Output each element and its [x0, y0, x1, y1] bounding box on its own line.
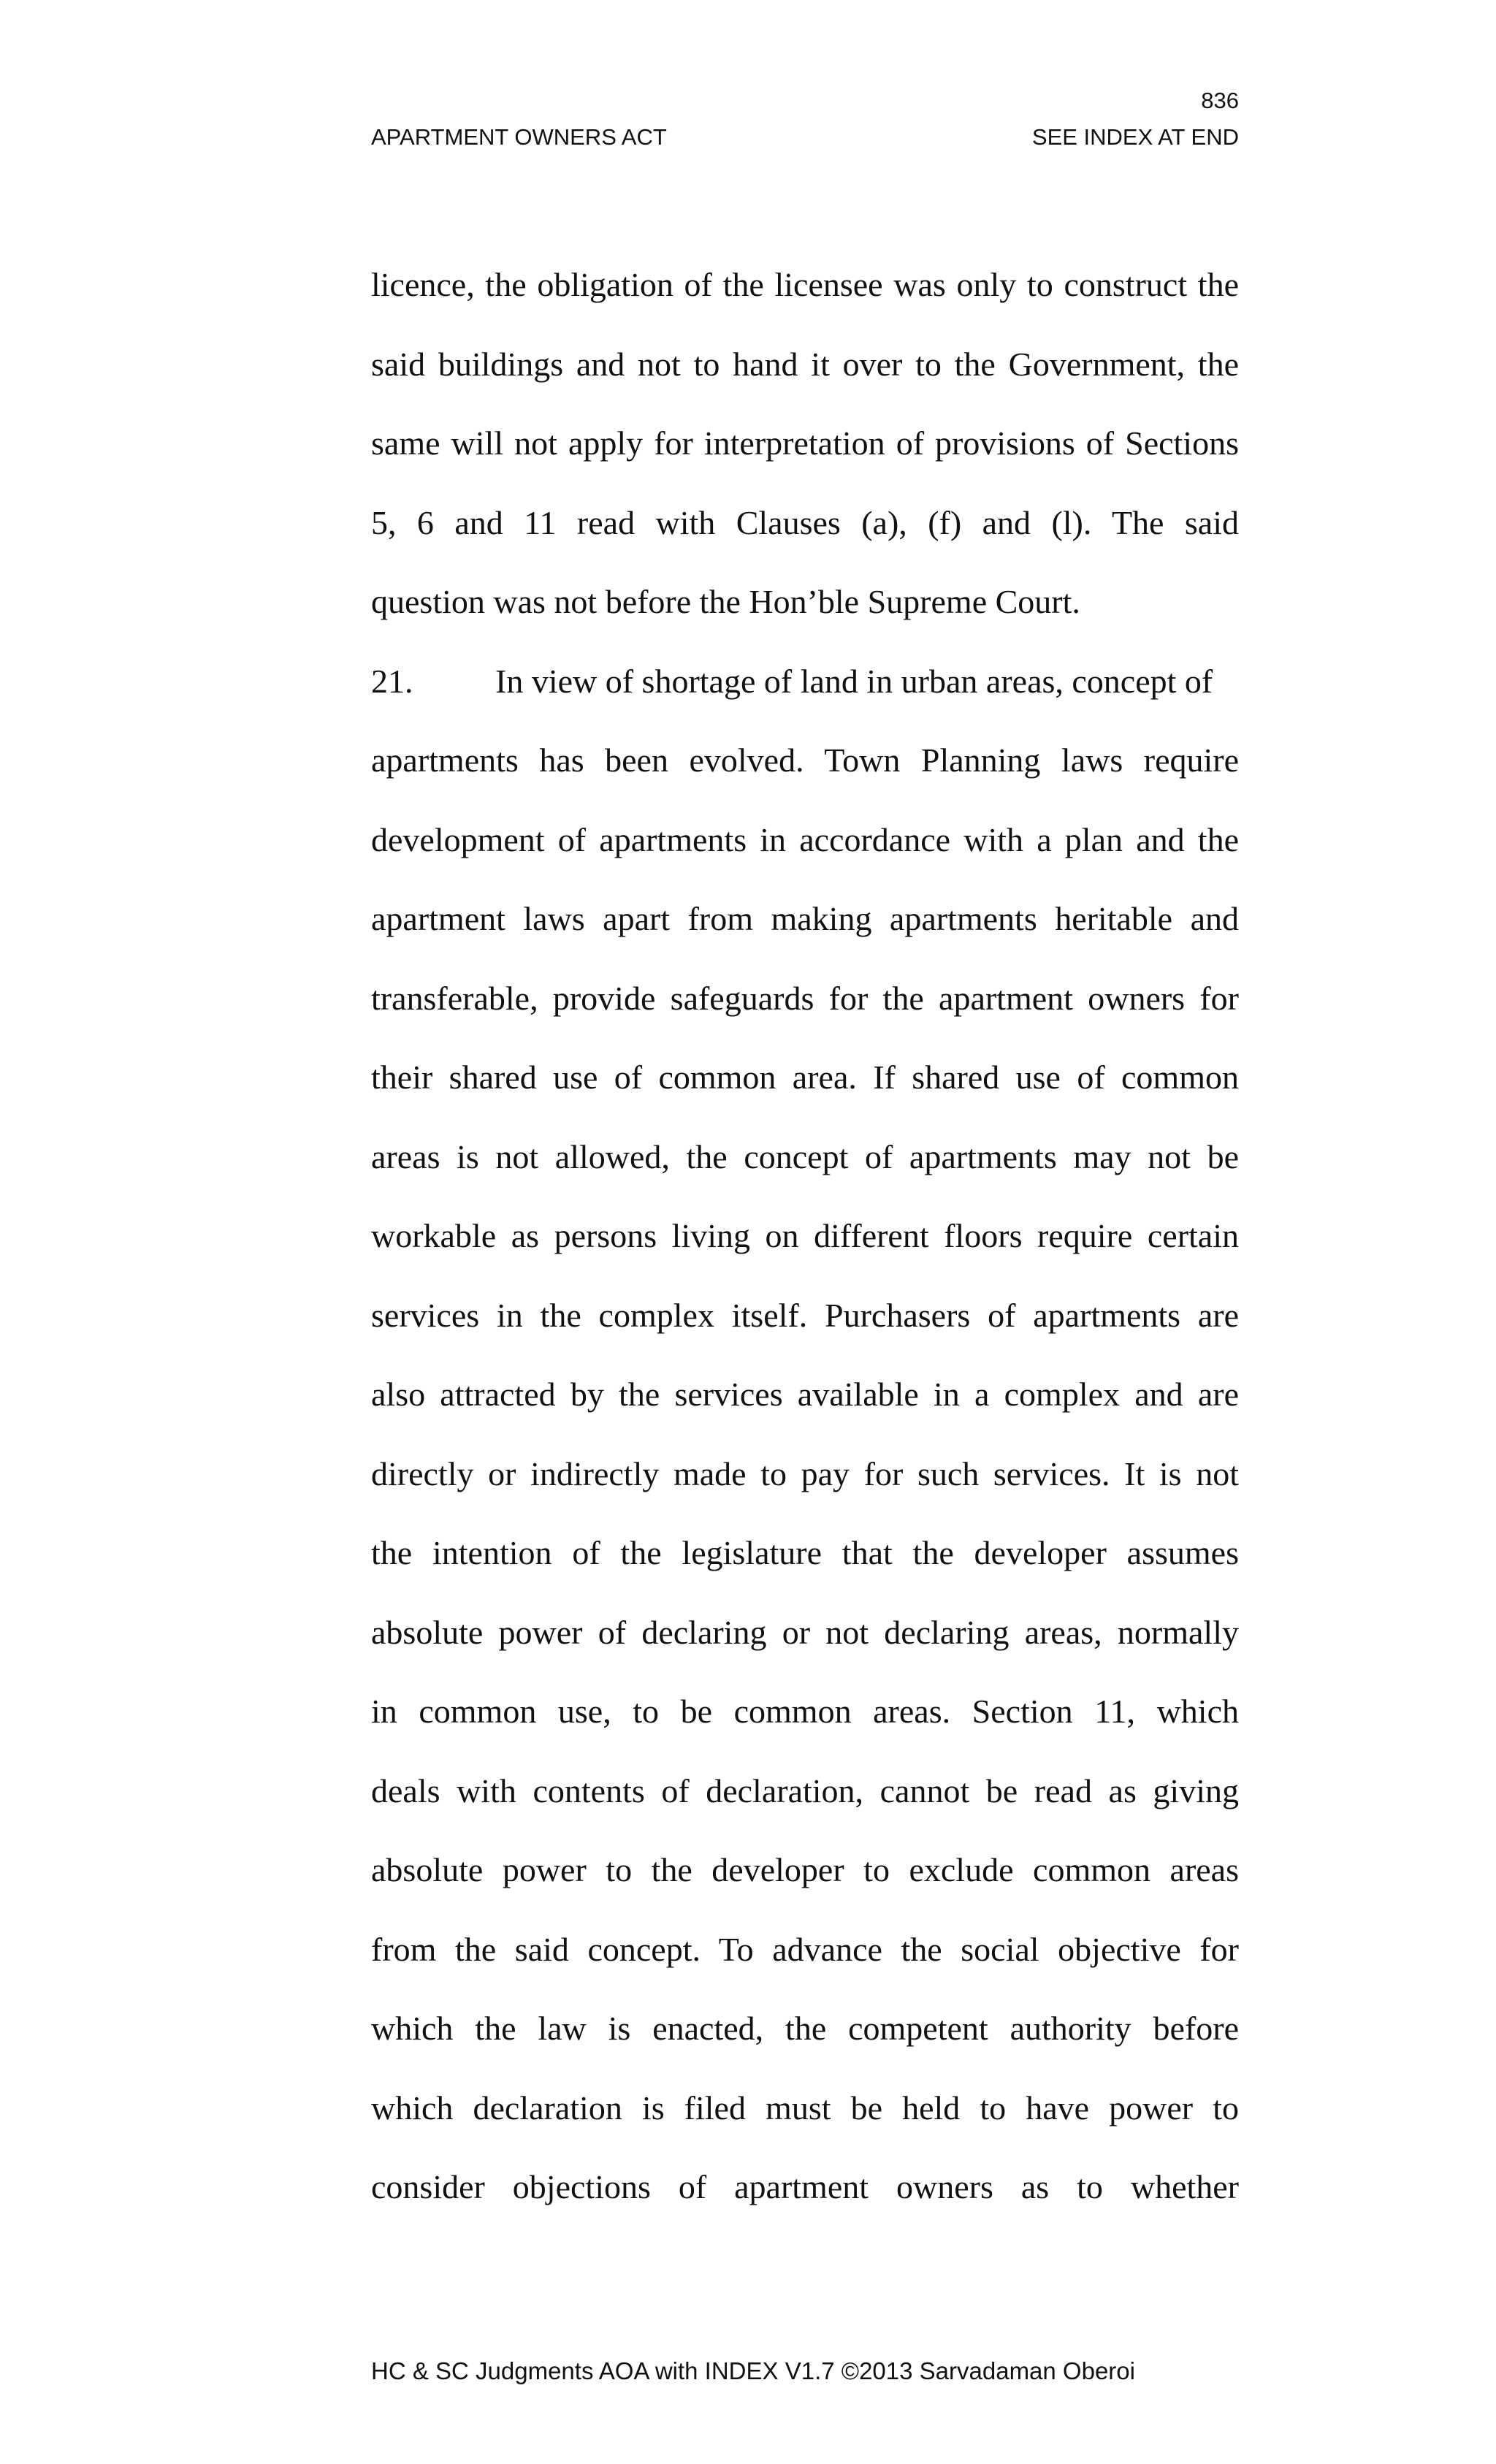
page-number: 836 — [1201, 88, 1239, 113]
text-line: said buildings and not to hand it over to the Government, the — [371, 345, 1239, 383]
text-line: the intention of the legislature that the developer assumes — [371, 1534, 1239, 1571]
text-line: in common use, to be common areas. Section 11, which — [371, 1693, 1239, 1730]
text-line: areas is not allowed, the concept of apartments may not be — [371, 1137, 1239, 1175]
header-right-title: SEE INDEX AT END — [1031, 124, 1239, 150]
body-text — [371, 257, 1239, 2239]
text-line: consider objections of apartment owners as to whether — [371, 2168, 1239, 2205]
text-line: transferable, provide safeguards for the apartment owners for — [371, 979, 1239, 1017]
text-line: deals with contents of declaration, cannot be read as giving — [371, 1771, 1239, 1809]
paragraph-number: 21. — [371, 662, 413, 700]
text-line: 5, 6 and 11 read with Clauses (a), (f) and (l). The said — [371, 503, 1239, 541]
text-line: their shared use of common area. If shared use of common — [371, 1059, 1239, 1096]
text-line: absolute power to the developer to exclude common areas — [371, 1851, 1239, 1888]
text-line: services in the complex itself. Purchasers of apartments are — [371, 1296, 1239, 1334]
text-line: In view of shortage of land in urban areas, concept of — [495, 662, 1213, 700]
text-line: apartment laws apart from making apartments heritable and — [371, 900, 1239, 937]
text-line: which the law is enacted, the competent authority before — [371, 2010, 1239, 2047]
page-footer: HC & SC Judgments AOA with INDEX V1.7 ©2013 Sarvadaman Oberoi — [371, 2357, 1135, 2384]
text-line: workable as persons living on different floors require certain — [371, 1217, 1239, 1254]
text-line: which declaration is filed must be held to have power to — [371, 2089, 1239, 2127]
header-left-title: APARTMENT OWNERS ACT — [371, 124, 667, 150]
text-line: also attracted by the services available in a complex and are — [371, 1376, 1239, 1413]
text-line: question was not before the Hon’ble Supreme Court. — [371, 583, 1080, 620]
text-line: licence, the obligation of the licensee was only to construct the — [371, 266, 1239, 303]
paragraph-21-first-line — [371, 654, 1239, 733]
text-line: absolute power of declaring or not declaring areas, normally — [371, 1613, 1239, 1651]
text-line: directly or indirectly made to pay for such services. It is not — [371, 1454, 1239, 1492]
running-header — [371, 123, 1239, 152]
text-line: development of apartments in accordance with a plan and the — [371, 820, 1239, 858]
text-line: same will not apply for interpretation of provisions of Sections — [371, 424, 1239, 462]
text-line: apartments has been evolved. Town Planning laws require — [371, 741, 1239, 779]
text-line: from the said concept. To advance the social objective for — [371, 1930, 1239, 1968]
